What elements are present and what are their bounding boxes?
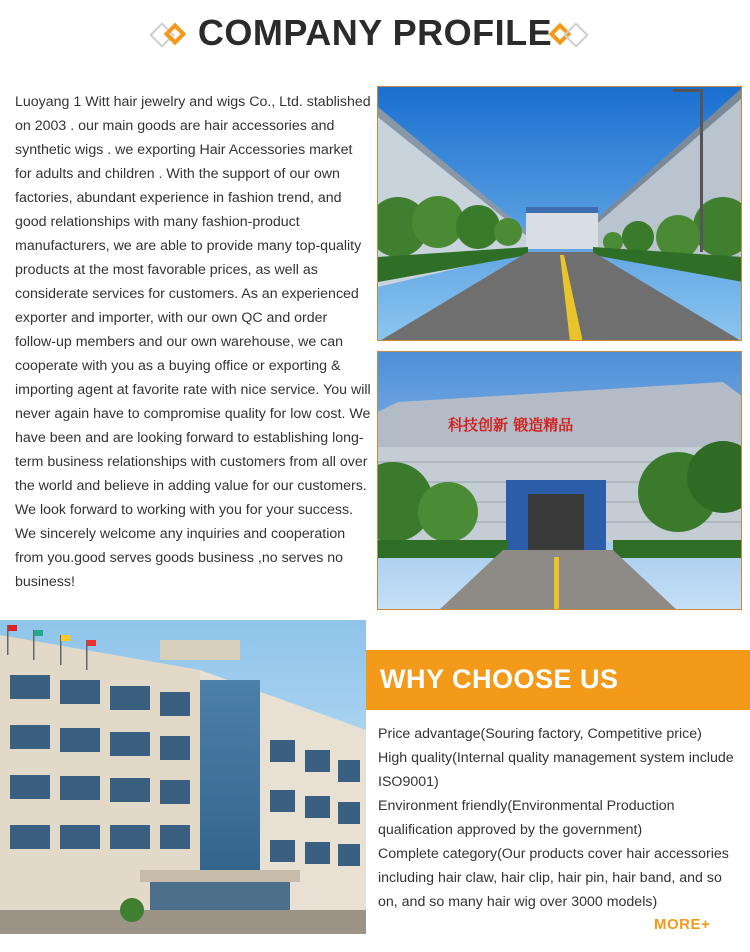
list-item: High quality(Internal quality management system include ISO9001) bbox=[378, 750, 734, 790]
list-item: Complete category(Our products cover hair accessories including hair claw, hair clip, hair pin, hair band, and so on, and so many hair wig over 3000 models) bbox=[378, 846, 729, 910]
list-item: Environment friendly(Environmental Production qualification approved by the government) bbox=[378, 798, 675, 838]
list-item: Price advantage(Souring factory, Competitive price) bbox=[378, 726, 702, 742]
section-header bbox=[0, 0, 750, 70]
company-description: Luoyang 1 Witt hair jewelry and wigs Co., Ltd. stablished on 2003 . our main goods are hair accessories and synthetic wigs . we exporting Hair Accessories market for adults and children . With the support of our own factories, abundant experience in fashion trend, and good relationships with many fashion-product manufacturers, we are able to provide many top-quality products at the most favorable prices, as well as considerate services for customers. As an experienced exporter and importer, with our own QC and order follow-up members and our own warehouse, we can cooperate with you as a buying office or exporting & importing agent at favorite rate with nice service. You will never again have to compromise quality for low cost. We have been and are looking forward to establishing long-term business relationships with customers from all over the world and believe in adding value for our customers. We look forward to working with you for your success. We sincerely welcome any inquiries and cooperation from you.good serves goods business ,no serves no business! bbox=[15, 94, 371, 590]
factory-road-photo bbox=[377, 86, 742, 341]
gate-sign-text: 科技创新 锻造精品 bbox=[448, 416, 574, 434]
page-title: COMPANY PROFILE bbox=[197, 12, 553, 53]
factory-gate-photo bbox=[377, 351, 742, 610]
why-choose-us-list bbox=[378, 722, 738, 914]
office-building-photo bbox=[0, 620, 366, 934]
why-choose-us-title: WHY CHOOSE US bbox=[380, 664, 619, 694]
more-link[interactable]: MORE+ bbox=[654, 916, 711, 933]
why-choose-us-banner bbox=[366, 650, 750, 710]
